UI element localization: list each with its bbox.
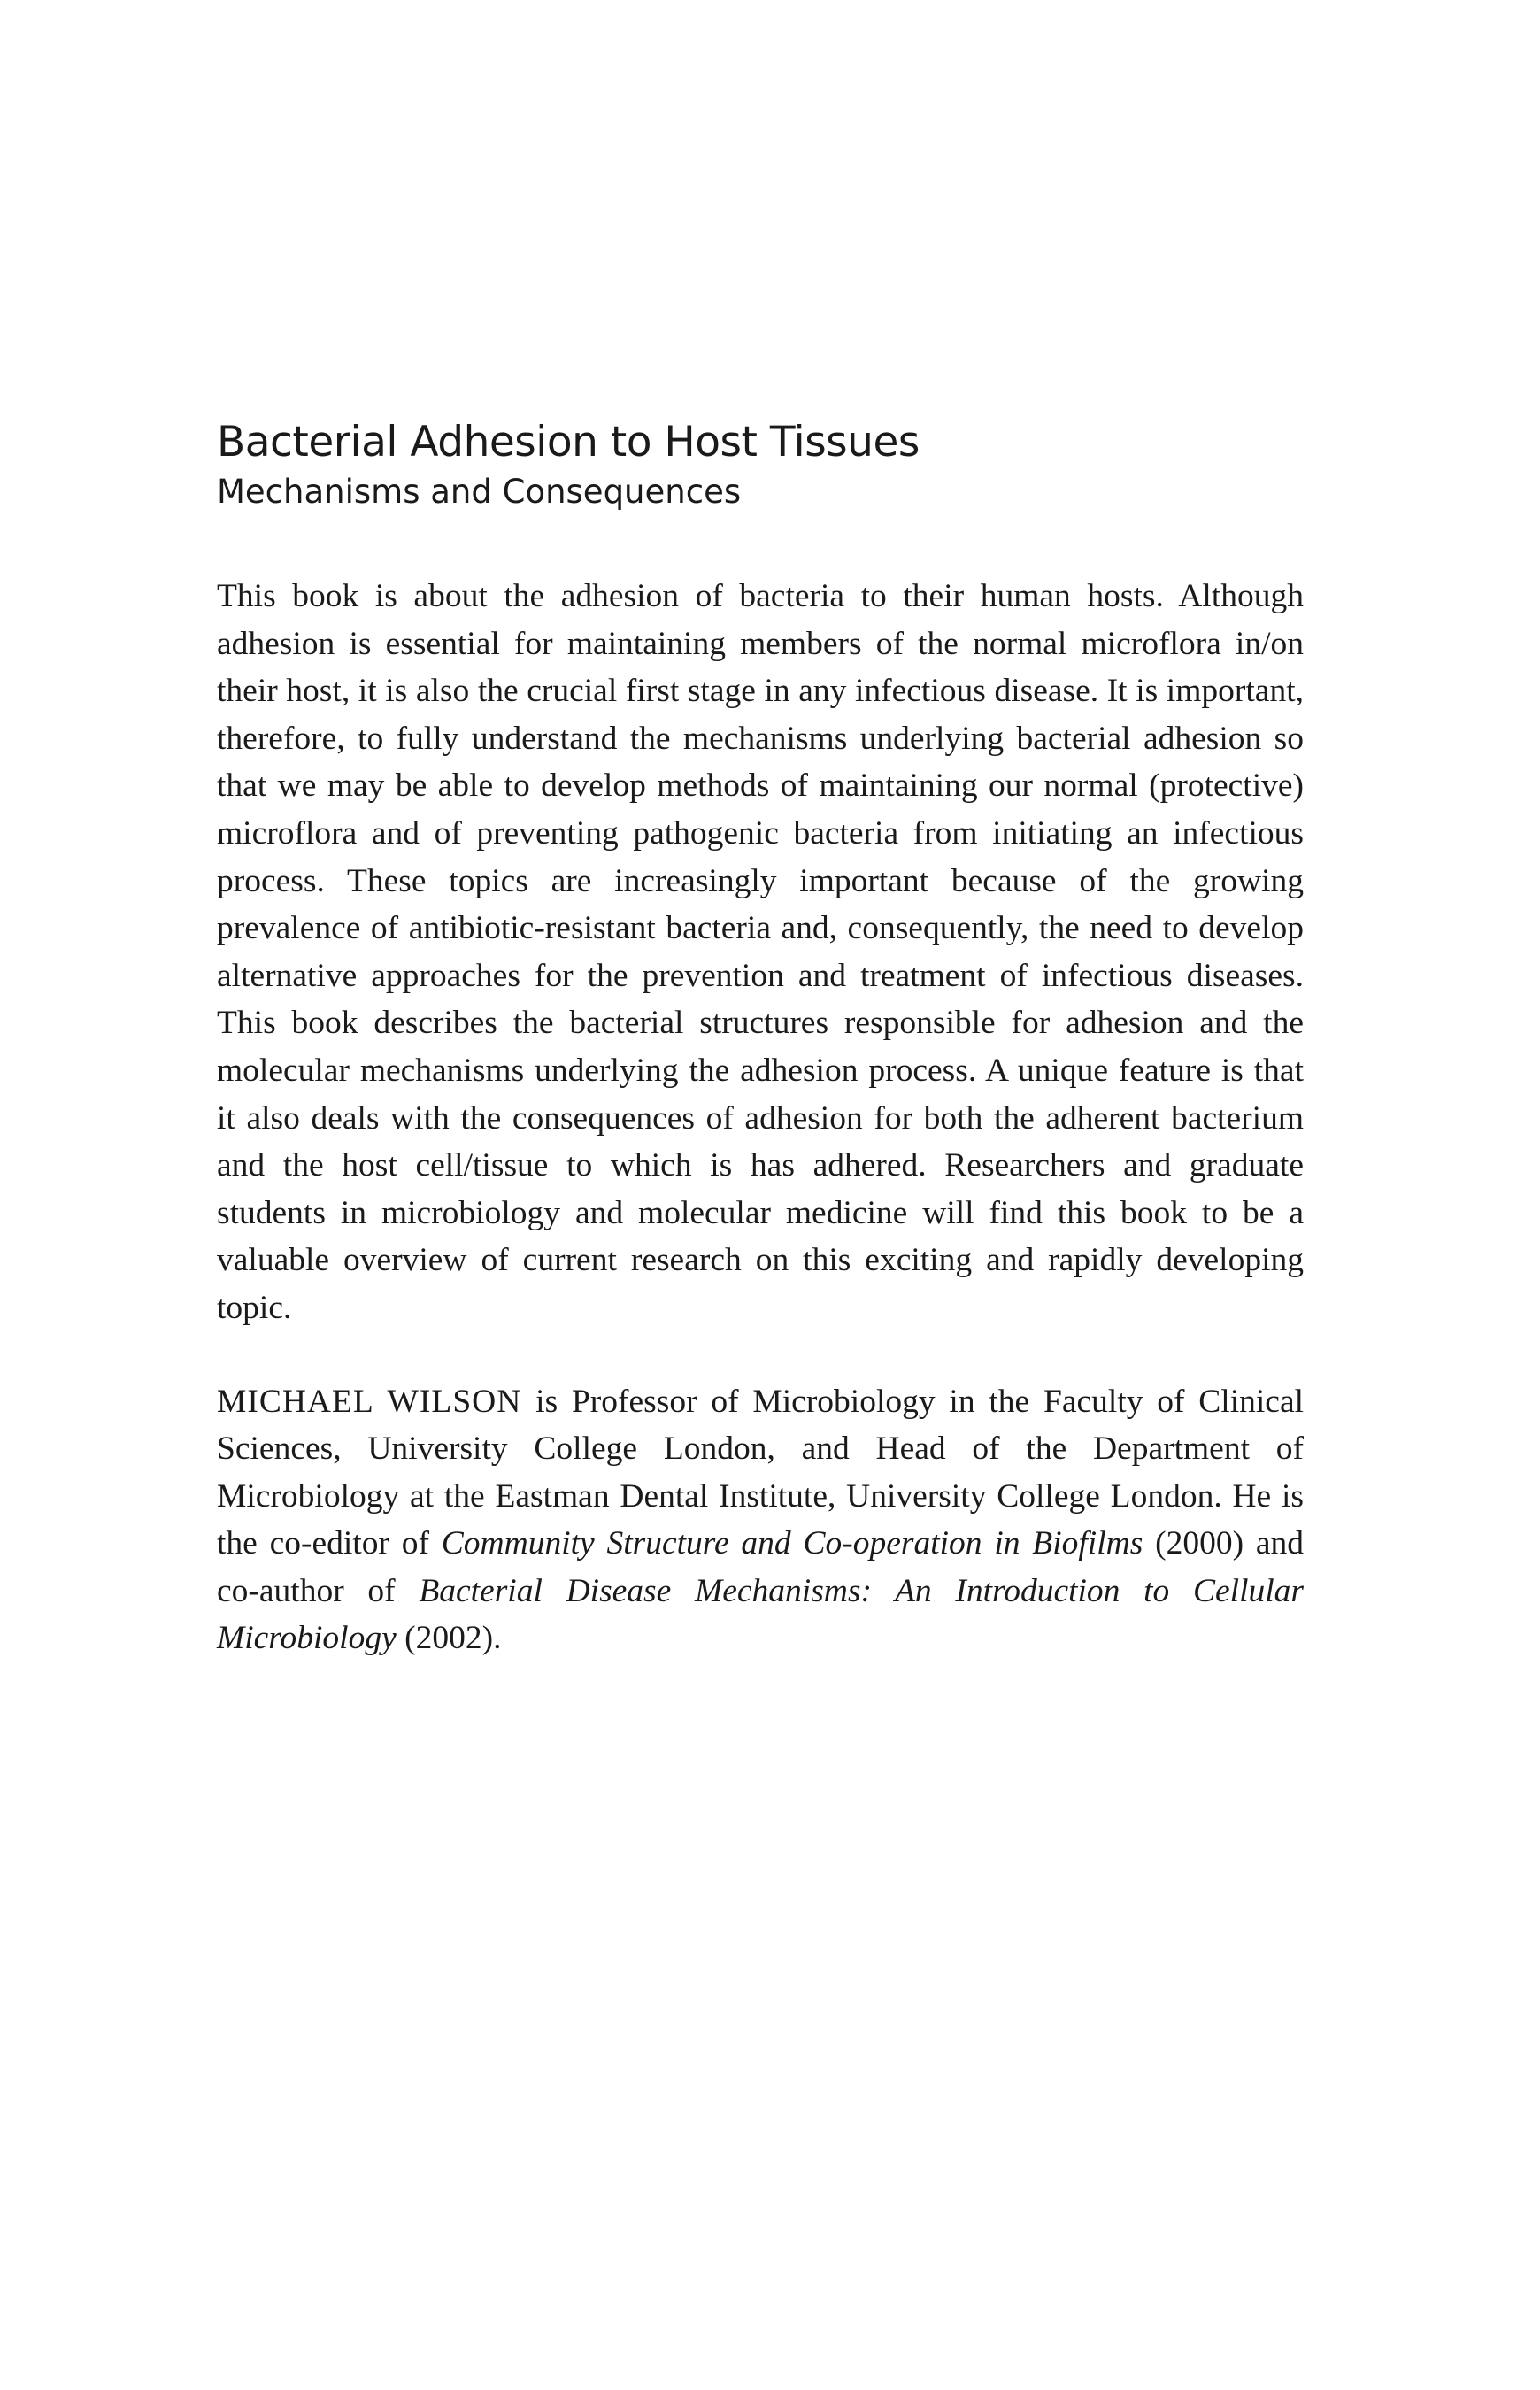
author-bio-text-2: (2000) and co-author of: [217, 1525, 1305, 1609]
author-name: MICHAEL WILSON: [217, 1383, 522, 1420]
author-work-2: Bacterial Disease Mechanisms: An Introduction to Cellular Microbiology: [217, 1572, 1305, 1657]
author-bio: [217, 1378, 1304, 1663]
book-description: This book is about the adhesion of bacteria to their human hosts. Although adhesion is essential for maintaining members of the normal microflora in/on their host, it is also the crucial first stage in any infectious disease. It is important, therefore, to fully understand the mechanisms underlying bacterial adhesion so that we may be able to develop methods of maintaining our normal (protective) microflora and of preventing pathogenic bacteria from initiating an infectious process. These topics are increasingly important because of the growing prevalence of antibiotic-resistant bacteria and, consequently, the need to develop alternative approaches for the prevention and treatment of infectious diseases. This book describes the bacterial structures responsible for adhesion and the molecular mechanisms underlying the adhesion process. A unique feature is that it also deals with the consequences of adhesion for both the adherent bacterium and the host cell/​tissue to which is has adhered. Researchers and graduate students in microbiology and molecular medicine will find this book to be a valuable overview of current research on this exciting and rapidly developing topic.: [217, 578, 1304, 1326]
book-title: Bacterial Adhesion to Host Tissues: [217, 418, 920, 466]
author-bio-text-1: is Professor of Microbiology in the Faculty of Clinical Sciences, University College London, and Head of the Department of Microbiology at the Eastman Dental Institute, University College London. He is the co-editor of: [217, 1383, 1305, 1562]
author-work-1: Community Structure and Co-operation in Biofilms: [441, 1525, 1143, 1562]
page-content: [217, 416, 1304, 1662]
author-bio-text-3: (2002).: [396, 1620, 502, 1657]
book-subtitle: Mechanisms and Consequences: [217, 473, 742, 511]
